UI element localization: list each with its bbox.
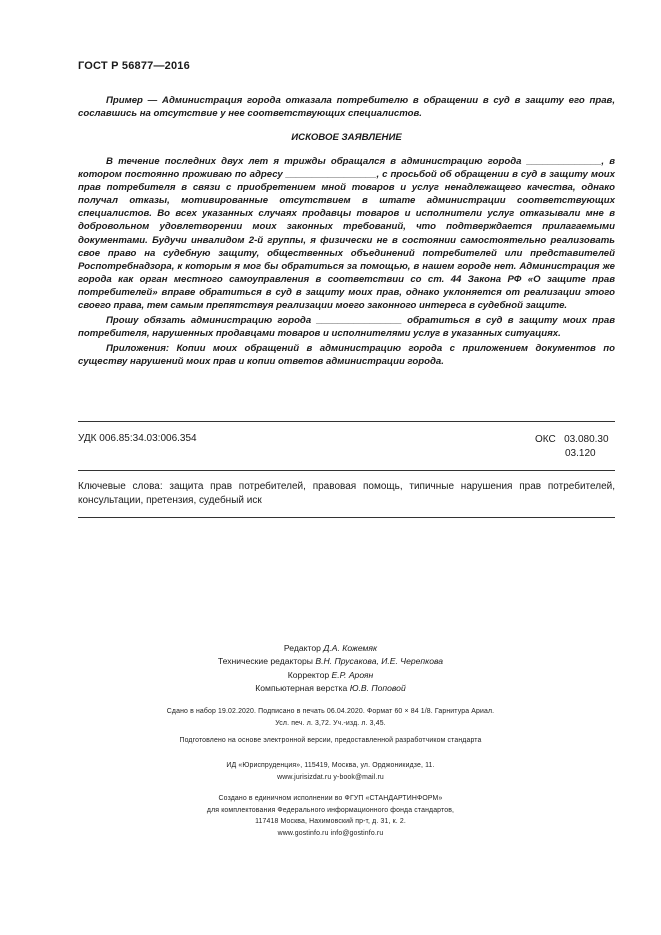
created-purpose: для комплектования Федерального информационного фонда стандартов, — [206, 806, 455, 814]
claim-request: Прошу обязать администрацию города ________________ обратиться в суд в защиту моих прав потребителя, нарушенных продавцами товаров и исполнителями услуг в указанных ситуациях. — [78, 315, 615, 340]
standard-number: ГОСТ Р 56877—2016 — [78, 60, 190, 72]
editor-label: Редактор — [283, 643, 321, 653]
layout-name: Ю.В. Поповой — [349, 683, 406, 694]
credit-layout — [0, 682, 661, 695]
prepared-note: Подготовлено на основе электронной версии, предоставленной разработчиком стандарта — [179, 737, 482, 744]
standartinform-web: www.gostinfo.ru info@gostinfo.ru — [277, 829, 384, 837]
imprint-block — [0, 706, 661, 729]
oks-label: ОКС — [535, 434, 556, 445]
created-by: Создано в единичном исполнении во ФГУП «СТАНДАРТИНФОРМ» — [218, 795, 443, 802]
divider-top — [78, 421, 615, 422]
udk-code: УДК 006.85:34.03:006.354 — [78, 433, 197, 444]
oks-code-2: 03.120 — [565, 448, 596, 459]
claim-title: ИСКОВОЕ ЗАЯВЛЕНИЕ — [291, 132, 402, 143]
oks-code-1: 03.080.30 — [564, 434, 609, 445]
tech-names: В.Н. Прусакова, И.Е. Черепкова — [315, 656, 444, 667]
corrector-name: Е.Р. Ароян — [331, 669, 374, 680]
publisher-web: www.jurisizdat.ru y-book@mail.ru — [277, 773, 384, 781]
imprint-line-2: Усл. печ. л. 3,72. Уч.-изд. л. 3,45. — [275, 719, 386, 727]
corrector-label: Корректор — [287, 669, 330, 680]
example-intro — [78, 94, 615, 120]
publisher-address: ИД «Юриспруденция», 115419, Москва, ул. Орджоникидзе, 11. — [226, 762, 435, 769]
tech-label: Технические редакторы — [217, 656, 313, 667]
editor-name: Д.А. Кожемяк — [323, 643, 378, 653]
claim-body — [78, 155, 615, 371]
keywords: Ключевые слова: защита прав потребителей, правовая помощь, типичные нарушения прав потребителей, консультации, претензия, судебный иск — [78, 481, 615, 506]
oks-line-1 — [535, 433, 609, 447]
standartinform-block — [0, 793, 661, 839]
credit-corrector — [0, 669, 661, 682]
claim-paragraph: В течение последних двух лет я трижды обращался в администрацию города ______________, в котором постоянно проживаю по адресу _________________, с просьбой об обращении в суд в защиту моих прав потребителя в связи с приобретением мной товаров и услуг ненадлежащего качества, однако получал отказы, мотивированные отсутствием в штате администрации соответствующих специалистов. Во всех указанных случаях продавцы товаров и исполнители услуг отказывали мне в добровольном удовлетворении моих законных требований, что подтверждается прилагаемыми документами. Будучи инвалидом 2-й группы, я физически не в состоянии самостоятельно реализовать свое право на судебную защиту, общественных объединений потребителей или представителей Роспотребнадзора, к которым я мог бы обратиться за помощью, в нашем городе нет. Администрация же города как орган местного самоуправления в соответствии со ст. 44 Закона РФ «О защите прав потребителей» вправе обратиться в суд в защиту моих прав, однако уклоняется от реализации этого своего права, тем самым препятствуя реализации моего законного интереса в судебной защите. — [78, 156, 615, 312]
credit-tech — [0, 655, 661, 668]
publisher-block — [0, 760, 661, 783]
divider-bottom — [78, 517, 615, 518]
divider-mid — [78, 470, 615, 471]
standartinform-address: 117418 Москва, Нахимовский пр-т, д. 31, к. 2. — [255, 818, 406, 826]
credits-block — [0, 642, 661, 696]
example-intro-text: Пример — Администрация города отказала потребителю в обращении в суд в защиту его прав, сославшись на отсутствие у нее соответствующих специалистов. — [78, 95, 615, 120]
claim-attachments: Приложения: Копии моих обращений в администрацию города с приложением документов по существу нарушений моих прав и копии ответов администрации города. — [78, 343, 615, 368]
oks-block — [535, 433, 609, 461]
imprint-line-1: Сдано в набор 19.02.2020. Подписано в печать 06.04.2020. Формат 60 × 84 1/8. Гарнитура Ариал. — [166, 708, 495, 715]
credit-editor — [0, 642, 661, 655]
layout-label: Компьютерная верстка — [255, 683, 348, 694]
